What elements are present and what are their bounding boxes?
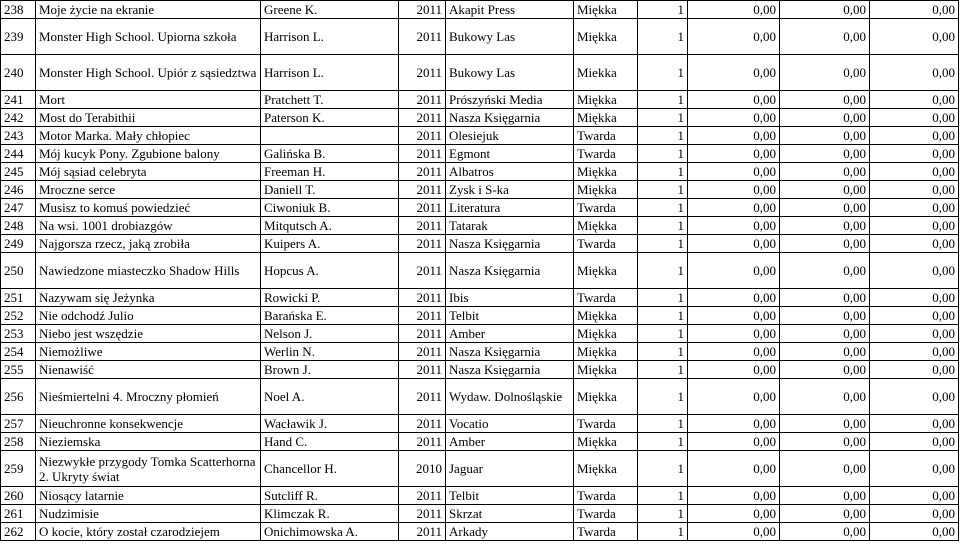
cell-cover: Twarda <box>574 487 638 505</box>
cell-author: Chancellor H. <box>261 451 399 487</box>
table-row <box>1 487 959 505</box>
cell-author: Freeman H. <box>261 163 399 181</box>
cell-id: 252 <box>1 307 36 325</box>
cell-value-1: 0,00 <box>688 487 780 505</box>
cell-publisher: Nasza Księgarnia <box>446 109 574 127</box>
cell-value-1: 0,00 <box>688 523 780 541</box>
cell-year: 2011 <box>399 199 446 217</box>
cell-title: Nieuchronne konsekwencje <box>36 415 261 433</box>
cell-title: Moje życie na ekranie <box>36 1 261 19</box>
cell-value-1: 0,00 <box>688 217 780 235</box>
cell-publisher: Wydaw. Dolnośląskie <box>446 379 574 415</box>
cell-value-2: 0,00 <box>780 343 870 361</box>
cell-cover: Miękka <box>574 307 638 325</box>
cell-value-1: 0,00 <box>688 253 780 289</box>
cell-id: 259 <box>1 451 36 487</box>
cell-value-3: 0,00 <box>870 55 959 91</box>
cell-year: 2011 <box>399 307 446 325</box>
cell-value-2: 0,00 <box>780 307 870 325</box>
cell-id: 254 <box>1 343 36 361</box>
cell-year: 2011 <box>399 253 446 289</box>
cell-publisher: Bukowy Las <box>446 55 574 91</box>
cell-publisher: Nasza Księgarnia <box>446 253 574 289</box>
cell-quantity: 1 <box>638 433 688 451</box>
cell-value-2: 0,00 <box>780 289 870 307</box>
cell-author: Mitqutsch A. <box>261 217 399 235</box>
cell-value-2: 0,00 <box>780 487 870 505</box>
cell-publisher: Arkady <box>446 523 574 541</box>
table-row <box>1 325 959 343</box>
cell-cover: Twarda <box>574 127 638 145</box>
cell-cover: Twarda <box>574 289 638 307</box>
cell-cover: Miękka <box>574 325 638 343</box>
cell-id: 253 <box>1 325 36 343</box>
cell-value-1: 0,00 <box>688 433 780 451</box>
cell-publisher: Albatros <box>446 163 574 181</box>
cell-value-2: 0,00 <box>780 433 870 451</box>
cell-value-1: 0,00 <box>688 361 780 379</box>
table-row <box>1 433 959 451</box>
table-row <box>1 217 959 235</box>
cell-quantity: 1 <box>638 1 688 19</box>
cell-title: Niosący latarnie <box>36 487 261 505</box>
cell-quantity: 1 <box>638 127 688 145</box>
cell-cover: Miękka <box>574 19 638 55</box>
cell-id: 238 <box>1 1 36 19</box>
table-row <box>1 523 959 541</box>
cell-quantity: 1 <box>638 217 688 235</box>
cell-title: Na wsi. 1001 drobiazgów <box>36 217 261 235</box>
cell-cover: Miękka <box>574 109 638 127</box>
cell-value-2: 0,00 <box>780 253 870 289</box>
cell-year: 2011 <box>399 523 446 541</box>
cell-cover: Miękka <box>574 343 638 361</box>
cell-cover: Miękka <box>574 1 638 19</box>
cell-id: 262 <box>1 523 36 541</box>
cell-cover: Miękka <box>574 361 638 379</box>
cell-value-2: 0,00 <box>780 163 870 181</box>
cell-value-2: 0,00 <box>780 451 870 487</box>
cell-author: Kuipers A. <box>261 235 399 253</box>
cell-title: Nieśmiertelni 4. Mroczny płomień <box>36 379 261 415</box>
cell-id: 260 <box>1 487 36 505</box>
cell-author: Rowicki P. <box>261 289 399 307</box>
cell-quantity: 1 <box>638 91 688 109</box>
cell-year: 2011 <box>399 163 446 181</box>
table-row <box>1 181 959 199</box>
cell-publisher: Tatarak <box>446 217 574 235</box>
cell-value-2: 0,00 <box>780 235 870 253</box>
cell-title: Musisz to komuś powiedzieć <box>36 199 261 217</box>
cell-year: 2011 <box>399 343 446 361</box>
cell-author: Sutcliff R. <box>261 487 399 505</box>
cell-title: Monster High School. Upiór z sąsiedztwa <box>36 55 261 91</box>
cell-value-3: 0,00 <box>870 487 959 505</box>
cell-value-1: 0,00 <box>688 235 780 253</box>
cell-value-3: 0,00 <box>870 109 959 127</box>
cell-value-2: 0,00 <box>780 127 870 145</box>
cell-cover: Miękka <box>574 217 638 235</box>
cell-author: Onichimowska A. <box>261 523 399 541</box>
cell-value-3: 0,00 <box>870 307 959 325</box>
cell-author: Barańska E. <box>261 307 399 325</box>
cell-year: 2011 <box>399 235 446 253</box>
cell-value-1: 0,00 <box>688 379 780 415</box>
cell-title: Nazywam się Jeżynka <box>36 289 261 307</box>
cell-title: Mój sąsiad celebryta <box>36 163 261 181</box>
cell-year: 2011 <box>399 55 446 91</box>
cell-author: Harrison L. <box>261 19 399 55</box>
cell-value-2: 0,00 <box>780 217 870 235</box>
cell-author: Klimczak R. <box>261 505 399 523</box>
cell-value-2: 0,00 <box>780 181 870 199</box>
cell-year: 2011 <box>399 19 446 55</box>
cell-value-2: 0,00 <box>780 19 870 55</box>
cell-year: 2011 <box>399 91 446 109</box>
cell-id: 239 <box>1 19 36 55</box>
cell-value-1: 0,00 <box>688 451 780 487</box>
cell-quantity: 1 <box>638 109 688 127</box>
cell-id: 246 <box>1 181 36 199</box>
cell-title: Niemożliwe <box>36 343 261 361</box>
cell-author: Galińska B. <box>261 145 399 163</box>
cell-value-3: 0,00 <box>870 343 959 361</box>
cell-value-1: 0,00 <box>688 55 780 91</box>
cell-id: 249 <box>1 235 36 253</box>
cell-quantity: 1 <box>638 361 688 379</box>
cell-value-2: 0,00 <box>780 379 870 415</box>
cell-year: 2011 <box>399 1 446 19</box>
cell-title: Nudzimisie <box>36 505 261 523</box>
cell-value-1: 0,00 <box>688 307 780 325</box>
cell-quantity: 1 <box>638 505 688 523</box>
cell-publisher: Egmont <box>446 145 574 163</box>
cell-cover: Miękka <box>574 379 638 415</box>
cell-year: 2011 <box>399 361 446 379</box>
cell-year: 2011 <box>399 379 446 415</box>
table-row <box>1 289 959 307</box>
cell-value-3: 0,00 <box>870 127 959 145</box>
cell-title: Nieziemska <box>36 433 261 451</box>
cell-title: Nawiedzone miasteczko Shadow Hills <box>36 253 261 289</box>
cell-year: 2011 <box>399 289 446 307</box>
cell-value-2: 0,00 <box>780 91 870 109</box>
cell-publisher: Olesiejuk <box>446 127 574 145</box>
cell-title: Niezwykłe przygody Tomka Scatterhorna 2. Ukryty świat <box>36 451 261 487</box>
table-row <box>1 127 959 145</box>
cell-value-3: 0,00 <box>870 163 959 181</box>
cell-value-1: 0,00 <box>688 415 780 433</box>
cell-value-3: 0,00 <box>870 379 959 415</box>
cell-value-3: 0,00 <box>870 361 959 379</box>
cell-author: Daniell T. <box>261 181 399 199</box>
cell-value-1: 0,00 <box>688 1 780 19</box>
cell-value-3: 0,00 <box>870 145 959 163</box>
cell-value-1: 0,00 <box>688 19 780 55</box>
cell-publisher: Ibis <box>446 289 574 307</box>
cell-value-1: 0,00 <box>688 127 780 145</box>
cell-quantity: 1 <box>638 451 688 487</box>
cell-cover: Twarda <box>574 235 638 253</box>
cell-author: Hand C. <box>261 433 399 451</box>
cell-value-3: 0,00 <box>870 91 959 109</box>
table-row <box>1 343 959 361</box>
cell-value-1: 0,00 <box>688 163 780 181</box>
cell-cover: Miękka <box>574 91 638 109</box>
cell-value-1: 0,00 <box>688 505 780 523</box>
cell-year: 2011 <box>399 487 446 505</box>
cell-quantity: 1 <box>638 325 688 343</box>
cell-quantity: 1 <box>638 55 688 91</box>
cell-value-3: 0,00 <box>870 199 959 217</box>
cell-author: Wacławik J. <box>261 415 399 433</box>
cell-value-3: 0,00 <box>870 181 959 199</box>
cell-id: 250 <box>1 253 36 289</box>
cell-value-2: 0,00 <box>780 325 870 343</box>
cell-author: Paterson K. <box>261 109 399 127</box>
cell-value-2: 0,00 <box>780 145 870 163</box>
cell-year: 2010 <box>399 451 446 487</box>
cell-title: Mój kucyk Pony. Zgubione balony <box>36 145 261 163</box>
cell-year: 2011 <box>399 433 446 451</box>
cell-title: Mroczne serce <box>36 181 261 199</box>
cell-year: 2011 <box>399 127 446 145</box>
cell-id: 261 <box>1 505 36 523</box>
cell-value-3: 0,00 <box>870 325 959 343</box>
cell-value-3: 0,00 <box>870 415 959 433</box>
cell-publisher: Prószyński Media <box>446 91 574 109</box>
cell-publisher: Akapit Press <box>446 1 574 19</box>
table-row <box>1 19 959 55</box>
cell-cover: Miękka <box>574 433 638 451</box>
cell-id: 240 <box>1 55 36 91</box>
cell-value-2: 0,00 <box>780 415 870 433</box>
cell-title: Monster High School. Upiorna szkoła <box>36 19 261 55</box>
cell-id: 251 <box>1 289 36 307</box>
cell-id: 241 <box>1 91 36 109</box>
cell-value-1: 0,00 <box>688 343 780 361</box>
cell-year: 2011 <box>399 217 446 235</box>
cell-value-3: 0,00 <box>870 505 959 523</box>
cell-title: Nie odchodź Julio <box>36 307 261 325</box>
cell-title: O kocie, który został czarodziejem <box>36 523 261 541</box>
cell-value-3: 0,00 <box>870 19 959 55</box>
cell-value-2: 0,00 <box>780 109 870 127</box>
cell-year: 2011 <box>399 415 446 433</box>
cell-cover: Miękka <box>574 253 638 289</box>
cell-title: Najgorsza rzecz, jaką zrobiła <box>36 235 261 253</box>
table-row <box>1 199 959 217</box>
cell-id: 257 <box>1 415 36 433</box>
cell-value-3: 0,00 <box>870 1 959 19</box>
cell-value-2: 0,00 <box>780 199 870 217</box>
table-row <box>1 505 959 523</box>
cell-cover: Miękka <box>574 181 638 199</box>
cell-quantity: 1 <box>638 199 688 217</box>
cell-value-3: 0,00 <box>870 451 959 487</box>
cell-value-2: 0,00 <box>780 55 870 91</box>
cell-publisher: Nasza Księgarnia <box>446 343 574 361</box>
cell-title: Nienawiść <box>36 361 261 379</box>
cell-author: Hopcus A. <box>261 253 399 289</box>
cell-author: Ciwoniuk B. <box>261 199 399 217</box>
cell-id: 258 <box>1 433 36 451</box>
cell-title: Most do Terabithii <box>36 109 261 127</box>
cell-value-3: 0,00 <box>870 289 959 307</box>
cell-publisher: Zysk i S-ka <box>446 181 574 199</box>
cell-year: 2011 <box>399 181 446 199</box>
table-row <box>1 415 959 433</box>
cell-author: Brown J. <box>261 361 399 379</box>
cell-quantity: 1 <box>638 289 688 307</box>
cell-year: 2011 <box>399 109 446 127</box>
cell-value-3: 0,00 <box>870 217 959 235</box>
cell-quantity: 1 <box>638 181 688 199</box>
table-row <box>1 379 959 415</box>
cell-title: Mort <box>36 91 261 109</box>
table-row <box>1 55 959 91</box>
cell-value-1: 0,00 <box>688 199 780 217</box>
cell-publisher: Jaguar <box>446 451 574 487</box>
cell-quantity: 1 <box>638 19 688 55</box>
cell-publisher: Literatura <box>446 199 574 217</box>
cell-id: 242 <box>1 109 36 127</box>
cell-cover: Twarda <box>574 415 638 433</box>
table-row <box>1 451 959 487</box>
cell-value-1: 0,00 <box>688 145 780 163</box>
table-row <box>1 109 959 127</box>
cell-id: 245 <box>1 163 36 181</box>
cell-quantity: 1 <box>638 253 688 289</box>
cell-cover: Twarda <box>574 199 638 217</box>
cell-title: Niebo jest wszędzie <box>36 325 261 343</box>
cell-value-2: 0,00 <box>780 1 870 19</box>
cell-cover: Twarda <box>574 523 638 541</box>
cell-quantity: 1 <box>638 307 688 325</box>
cell-id: 255 <box>1 361 36 379</box>
cell-cover: Twarda <box>574 505 638 523</box>
cell-author: Werlin N. <box>261 343 399 361</box>
cell-author: Harrison L. <box>261 55 399 91</box>
cell-author: Pratchett T. <box>261 91 399 109</box>
cell-author: Noel A. <box>261 379 399 415</box>
cell-quantity: 1 <box>638 379 688 415</box>
cell-value-1: 0,00 <box>688 109 780 127</box>
cell-value-3: 0,00 <box>870 235 959 253</box>
cell-publisher: Amber <box>446 433 574 451</box>
cell-quantity: 1 <box>638 343 688 361</box>
cell-quantity: 1 <box>638 163 688 181</box>
cell-publisher: Skrzat <box>446 505 574 523</box>
table-row <box>1 361 959 379</box>
cell-cover: Miekka <box>574 55 638 91</box>
table-body <box>1 1 959 541</box>
cell-quantity: 1 <box>638 523 688 541</box>
table-row <box>1 307 959 325</box>
cell-id: 243 <box>1 127 36 145</box>
table-row <box>1 91 959 109</box>
cell-id: 248 <box>1 217 36 235</box>
cell-quantity: 1 <box>638 487 688 505</box>
cell-year: 2011 <box>399 505 446 523</box>
cell-cover: Twarda <box>574 145 638 163</box>
cell-id: 256 <box>1 379 36 415</box>
cell-publisher: Vocatio <box>446 415 574 433</box>
cell-year: 2011 <box>399 145 446 163</box>
cell-value-1: 0,00 <box>688 91 780 109</box>
cell-publisher: Nasza Księgarnia <box>446 361 574 379</box>
cell-author <box>261 127 399 145</box>
cell-cover: Miękka <box>574 451 638 487</box>
cell-value-1: 0,00 <box>688 325 780 343</box>
table-row <box>1 163 959 181</box>
cell-publisher: Telbit <box>446 307 574 325</box>
cell-cover: Miękka <box>574 163 638 181</box>
cell-quantity: 1 <box>638 235 688 253</box>
cell-title: Motor Marka. Mały chłopiec <box>36 127 261 145</box>
cell-author: Nelson J. <box>261 325 399 343</box>
cell-quantity: 1 <box>638 415 688 433</box>
cell-author: Greene K. <box>261 1 399 19</box>
cell-id: 244 <box>1 145 36 163</box>
table-row <box>1 145 959 163</box>
cell-publisher: Amber <box>446 325 574 343</box>
cell-value-1: 0,00 <box>688 289 780 307</box>
cell-value-2: 0,00 <box>780 361 870 379</box>
table-row <box>1 253 959 289</box>
cell-value-3: 0,00 <box>870 523 959 541</box>
cell-publisher: Bukowy Las <box>446 19 574 55</box>
cell-publisher: Telbit <box>446 487 574 505</box>
cell-value-1: 0,00 <box>688 181 780 199</box>
cell-value-3: 0,00 <box>870 433 959 451</box>
cell-id: 247 <box>1 199 36 217</box>
cell-value-2: 0,00 <box>780 505 870 523</box>
cell-value-3: 0,00 <box>870 253 959 289</box>
cell-quantity: 1 <box>638 145 688 163</box>
cell-publisher: Nasza Księgarnia <box>446 235 574 253</box>
cell-value-2: 0,00 <box>780 523 870 541</box>
cell-year: 2011 <box>399 325 446 343</box>
table-row <box>1 1 959 19</box>
table-row <box>1 235 959 253</box>
